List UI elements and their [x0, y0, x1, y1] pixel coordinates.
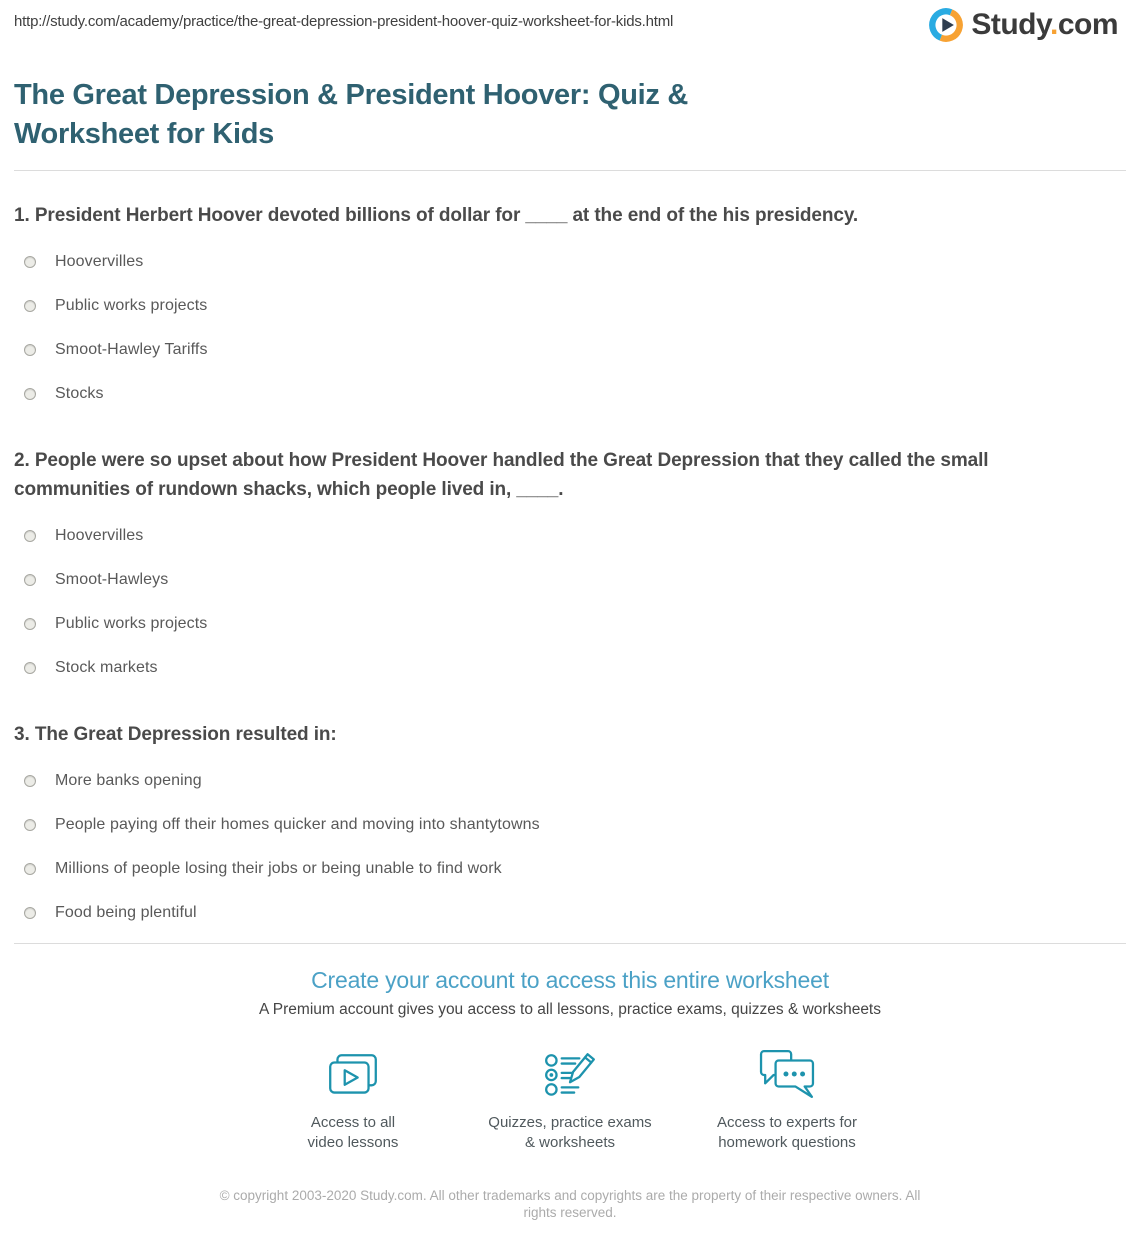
signup-heading[interactable]: Create your account to access this entire worksheet	[311, 967, 829, 993]
feature-video-lessons	[245, 1047, 462, 1153]
page-title: The Great Depression & President Hoover: Quiz & Worksheet for Kids	[14, 79, 688, 150]
feature-label: Access to all video lessons	[307, 1114, 399, 1151]
question-1	[14, 201, 1126, 416]
option-label: Food being plentiful	[55, 904, 197, 921]
question-2-option-2[interactable]	[24, 558, 1126, 602]
feature-quizzes-worksheets	[462, 1047, 679, 1153]
question-2-option-4[interactable]	[24, 646, 1126, 690]
studycom-logo-text: Study.com	[971, 8, 1118, 41]
radio-button[interactable]	[24, 907, 36, 919]
signup-subheading: A Premium account gives you access to all lessons, practice exams, quizzes & worksheets	[259, 1001, 881, 1018]
feature-expert-chat	[679, 1047, 896, 1153]
radio-button[interactable]	[24, 618, 36, 630]
signup-divider	[14, 943, 1126, 944]
option-label: Stocks	[55, 385, 104, 402]
option-label: Public works projects	[55, 297, 208, 314]
option-label: Stock markets	[55, 659, 158, 676]
quizzes-worksheets-icon	[462, 1047, 679, 1101]
question-1-option-3[interactable]	[24, 328, 1126, 372]
option-label: Millions of people losing their jobs or being unable to find work	[55, 860, 502, 877]
feature-label: Access to experts for homework questions	[716, 1114, 858, 1151]
question-2-option-1[interactable]	[24, 514, 1126, 558]
title-divider	[14, 170, 1126, 171]
quiz-questions	[14, 201, 1126, 935]
radio-button[interactable]	[24, 300, 36, 312]
question-2-text: 2. People were so upset about how President Hoover handled the Great Depression that they called the small communities of rundown shacks, which people lived in, ____.	[14, 450, 989, 500]
video-lessons-icon	[245, 1047, 462, 1101]
studycom-logo-icon	[927, 6, 971, 44]
question-3-option-1[interactable]	[24, 759, 1126, 803]
option-label: Hoovervilles	[55, 253, 144, 270]
top-bar	[0, 0, 1140, 50]
radio-button[interactable]	[24, 530, 36, 542]
question-2	[14, 446, 1126, 690]
option-label: People paying off their homes quicker and moving into shantytowns	[55, 816, 540, 833]
feature-list	[0, 1047, 1140, 1153]
expert-chat-icon	[679, 1047, 896, 1101]
studycom-logo[interactable]	[927, 6, 1118, 44]
option-label: Smoot-Hawleys	[55, 571, 169, 588]
signup-section	[0, 967, 1140, 1153]
question-3-option-3[interactable]	[24, 847, 1126, 891]
radio-button[interactable]	[24, 863, 36, 875]
question-3-option-2[interactable]	[24, 803, 1126, 847]
question-3-option-4[interactable]	[24, 891, 1126, 935]
radio-button[interactable]	[24, 574, 36, 586]
copyright-notice: © copyright 2003-2020 Study.com. All other trademarks and copyrights are the property of their respective owners. All rights reserved.	[219, 1188, 921, 1220]
radio-button[interactable]	[24, 344, 36, 356]
question-3	[14, 720, 1126, 935]
question-1-option-1[interactable]	[24, 240, 1126, 284]
feature-label: Quizzes, practice exams & worksheets	[488, 1114, 652, 1151]
option-label: Hoovervilles	[55, 527, 144, 544]
question-3-text: 3. The Great Depression resulted in:	[14, 724, 337, 745]
radio-button[interactable]	[24, 256, 36, 268]
question-1-option-2[interactable]	[24, 284, 1126, 328]
option-label: Public works projects	[55, 615, 208, 632]
question-1-option-4[interactable]	[24, 372, 1126, 416]
page-url: http://study.com/academy/practice/the-great-depression-president-hoover-quiz-worksheet-for-kids.html	[14, 13, 674, 30]
radio-button[interactable]	[24, 775, 36, 787]
radio-button[interactable]	[24, 662, 36, 674]
option-label: Smoot-Hawley Tariffs	[55, 341, 208, 358]
radio-button[interactable]	[24, 388, 36, 400]
radio-button[interactable]	[24, 819, 36, 831]
question-1-text: 1. President Herbert Hoover devoted billions of dollar for ____ at the end of the his presidency.	[14, 205, 859, 226]
option-label: More banks opening	[55, 772, 202, 789]
question-2-option-3[interactable]	[24, 602, 1126, 646]
